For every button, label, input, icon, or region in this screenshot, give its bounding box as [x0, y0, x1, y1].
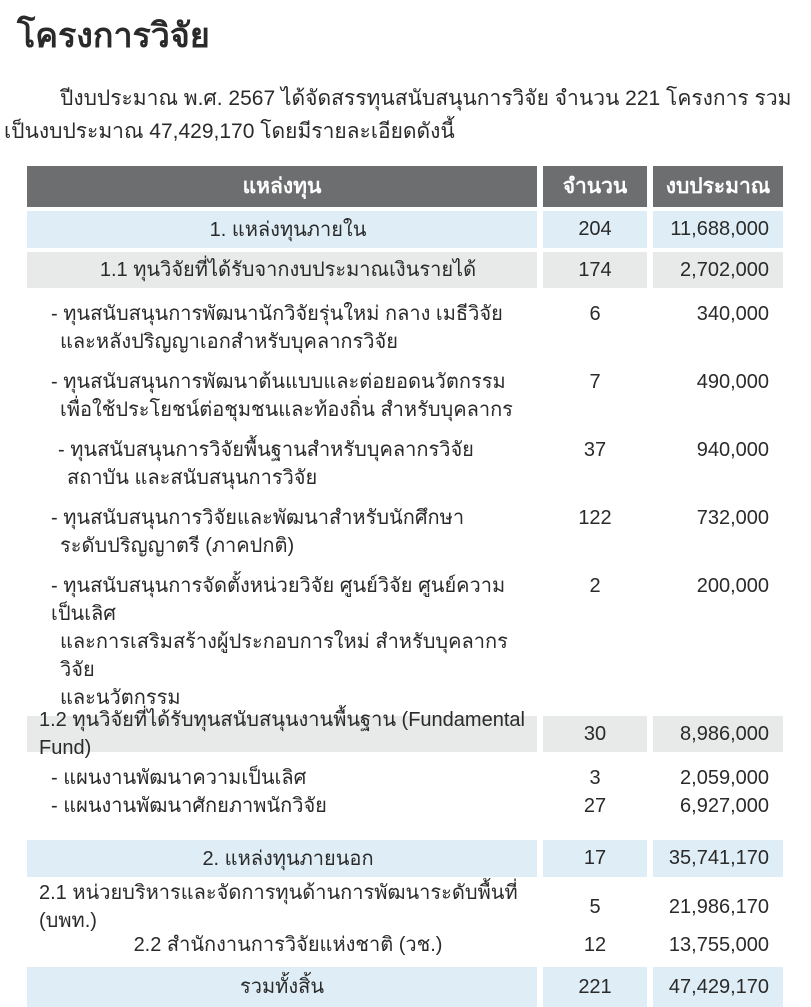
row-label — [27, 504, 537, 560]
row-label-line: - แผนงานพัฒนาความเป็นเลิศ — [51, 767, 307, 789]
row-label-line: - ทุนสนับสนุนการพัฒนาต้นแบบและต่อยอดนวัตกรรม — [51, 371, 506, 393]
row-count: 221 — [543, 967, 647, 1007]
row-label — [27, 300, 537, 356]
table-row — [27, 252, 783, 288]
row-budget: 21,986,170 — [668, 895, 769, 918]
table-row — [27, 572, 783, 712]
row-budget: 732,000 — [696, 507, 769, 529]
row-label — [27, 211, 537, 248]
table-header-row — [27, 166, 783, 207]
row-label-line: - ทุนสนับสนุนการพัฒนานักวิจัยรุ่นใหม่ กลาง เมธีวิจัย — [51, 303, 503, 325]
row-count: 174 — [543, 252, 647, 288]
row-budget: 2,702,000 — [653, 252, 783, 288]
row-label-line: รวมทั้งสิ้น — [240, 976, 324, 998]
row-label-line: ระดับปริญญาตรี (ภาคปกติ) — [60, 535, 295, 557]
header-cell-budget: งบประมาณ — [653, 166, 783, 207]
page-title: โครงการวิจัย — [17, 17, 210, 55]
row-budget: 11,688,000 — [653, 211, 783, 248]
row-count: 5 — [589, 895, 601, 918]
row-label — [27, 368, 537, 424]
row-label — [27, 840, 537, 877]
table-row — [27, 764, 783, 792]
row-label-line: - ทุนสนับสนุนการวิจัยและพัฒนาสำหรับนักศึกษา — [51, 507, 465, 529]
row-label-line: - แผนงานพัฒนาศักยภาพนักวิจัย — [51, 795, 327, 817]
row-label-line: 2.2 สำนักงานการวิจัยแห่งชาติ (วช.) — [133, 934, 443, 956]
row-budget: 490,000 — [696, 371, 769, 393]
row-count: 6 — [589, 303, 601, 325]
row-label — [27, 967, 537, 1007]
row-label-line: 2.1 หน่วยบริหารและจัดการทุนด้านการพัฒนาระดับพื้นที่ (บพท.) — [39, 882, 518, 932]
row-budget: 13,755,000 — [668, 933, 769, 956]
row-budget: 6,927,000 — [680, 795, 769, 817]
row-budget: 47,429,170 — [653, 967, 783, 1007]
row-label — [27, 572, 537, 712]
row-budget: 940,000 — [696, 439, 769, 461]
table-row — [27, 211, 783, 248]
row-label — [27, 792, 537, 820]
table-row — [27, 882, 783, 932]
row-label-line: และหลังปริญญาเอกสำหรับบุคลากรวิจัย — [60, 331, 398, 353]
row-label-line: - ทุนสนับสนุนการวิจัยพื้นฐานสำหรับบุคลากรวิจัย — [58, 439, 474, 461]
table-row — [27, 931, 783, 959]
row-count: 204 — [543, 211, 647, 248]
row-label-line: 1.1 ทุนวิจัยที่ได้รับจากงบประมาณเงินรายได้ — [99, 259, 477, 281]
row-label — [27, 764, 537, 792]
row-budget: 2,059,000 — [680, 767, 769, 789]
row-label-line: 2. แหล่งทุนภายนอก — [202, 847, 374, 870]
funding-table-body — [27, 211, 783, 1007]
row-label — [27, 436, 537, 492]
row-count: 12 — [583, 933, 607, 956]
row-count: 122 — [578, 507, 612, 529]
table-row — [27, 709, 783, 759]
table-row-spacer — [27, 820, 783, 836]
table-row — [27, 368, 783, 424]
table-row — [27, 300, 783, 356]
row-count: 37 — [583, 439, 607, 461]
row-budget: 200,000 — [696, 575, 769, 597]
row-label-line: 1. แหล่งทุนภายใน — [209, 218, 367, 241]
header-cell-count: จำนวน — [543, 166, 647, 207]
row-budget: 35,741,170 — [653, 840, 783, 877]
funding-table — [27, 166, 783, 1007]
table-row — [27, 967, 783, 1007]
row-budget: 340,000 — [696, 303, 769, 325]
row-label-line: และการเสริมสร้างผู้ประกอบการใหม่ สำหรับบุคลากรวิจัย — [60, 631, 508, 681]
row-label-line: และนวัตกรรม — [60, 687, 181, 709]
row-count: 17 — [543, 840, 647, 877]
table-row — [27, 436, 783, 492]
row-label-line: 1.2 ทุนวิจัยที่ได้รับทุนสนับสนุนงานพื้นฐาน (Fundamental Fund) — [39, 709, 525, 759]
row-label-line: เพื่อใช้ประโยชน์ต่อชุมชนและท้องถิ่น สำหรับบุคลากร — [60, 399, 513, 421]
row-count: 7 — [589, 371, 601, 393]
row-count: 2 — [589, 575, 601, 597]
header-cell-source: แหล่งทุน — [27, 166, 537, 207]
row-label-line: สถาบัน และสนับสนุนการวิจัย — [67, 467, 318, 489]
row-label — [27, 931, 537, 959]
row-count: 27 — [583, 795, 607, 817]
row-label — [27, 252, 537, 288]
table-row — [27, 504, 783, 560]
row-count: 30 — [543, 716, 647, 752]
row-label — [27, 882, 537, 932]
row-label-line: - ทุนสนับสนุนการจัดตั้งหน่วยวิจัย ศูนย์วิจัย ศูนย์ความเป็นเลิศ — [51, 575, 506, 625]
row-count: 3 — [589, 767, 601, 789]
row-label — [27, 709, 537, 759]
table-row — [27, 840, 783, 877]
row-budget: 8,986,000 — [653, 716, 783, 752]
table-row — [27, 792, 783, 820]
intro-paragraph: ปีงบประมาณ พ.ศ. 2567 ได้จัดสรรทุนสนับสนุนการวิจัย จำนวน 221 โครงการ รวมเป็นงบประมาณ 47,429,170 โดยมีรายละเอียดดังนี้ — [4, 87, 792, 143]
